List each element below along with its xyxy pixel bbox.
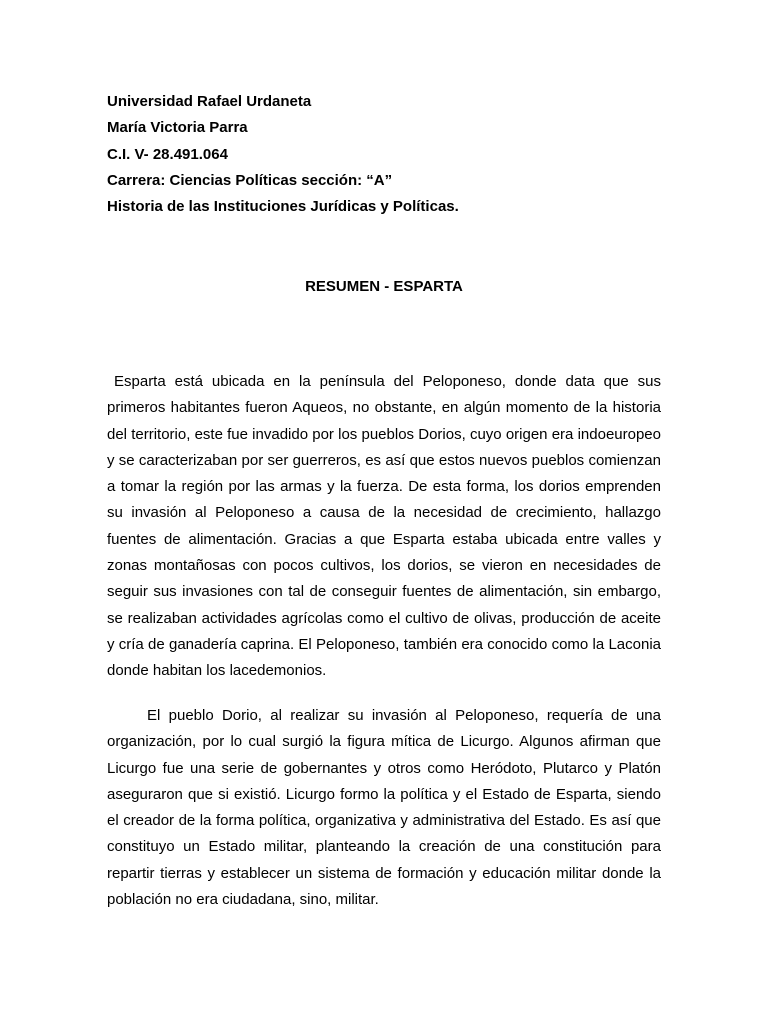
body-paragraph-1: Esparta está ubicada en la península del Peloponeso, donde data que sus primeros habitantes fueron Aqueos, no obstante, en algún momento de la historia del territorio, este fue invadido por los pueblos Dorios, cuyo origen era indoeuropeo y se caracterizaban por ser guerreros, es así que estos nuevos pueblos comienzan a tomar la región por las armas y la fuerza. De esta forma, los dorios emprenden su invasión al Peloponeso a causa de la necesidad de crecimiento, hallazgo fuentes de alimentación. Gracias a que Esparta estaba ubicada entre valles y zonas montañosas con pocos cultivos, los dorios, se vieron en necesidades de seguir sus invasiones con tal de conseguir fuentes de alimentación, sin embargo, se realizaban actividades agrícolas como el cultivo de olivas, producción de aceite y cría de ganadería caprina. El Peloponeso, también era conocido como la Laconia donde habitan los lacedemonios. (107, 373, 661, 680)
id-number: C.I. V- 28.491.064 (107, 145, 228, 163)
course-name: Historia de las Instituciones Jurídicas y Políticas. (107, 198, 459, 216)
university-name: Universidad Rafael Urdaneta (107, 93, 312, 110)
document-title: RESUMEN - ESPARTA (305, 278, 463, 295)
author-name: María Victoria Parra (107, 119, 248, 137)
body-paragraph-2: El pueblo Dorio, al realizar su invasión al Peloponeso, requería de una organización, por lo cual surgió la figura mítica de Licurgo. Algunos afirman que Licurgo fue una serie de gobernantes y otros como Heródoto, Plutarco y Platón aseguraron que si existió. Licurgo formo la política y el Estado de Esparta, siendo el creador de la forma política, organizativa y administrativa del Estado. Es así que constituyo un Estado militar, planteando la creación de una constitución para repartir tierras y establecer un sistema de formación y educación militar donde la población no era ciudadana, sino, militar. (107, 707, 661, 909)
career-section: Carrera: Ciencias Políticas sección: “A” (107, 171, 393, 189)
author-info-block (107, 89, 667, 220)
